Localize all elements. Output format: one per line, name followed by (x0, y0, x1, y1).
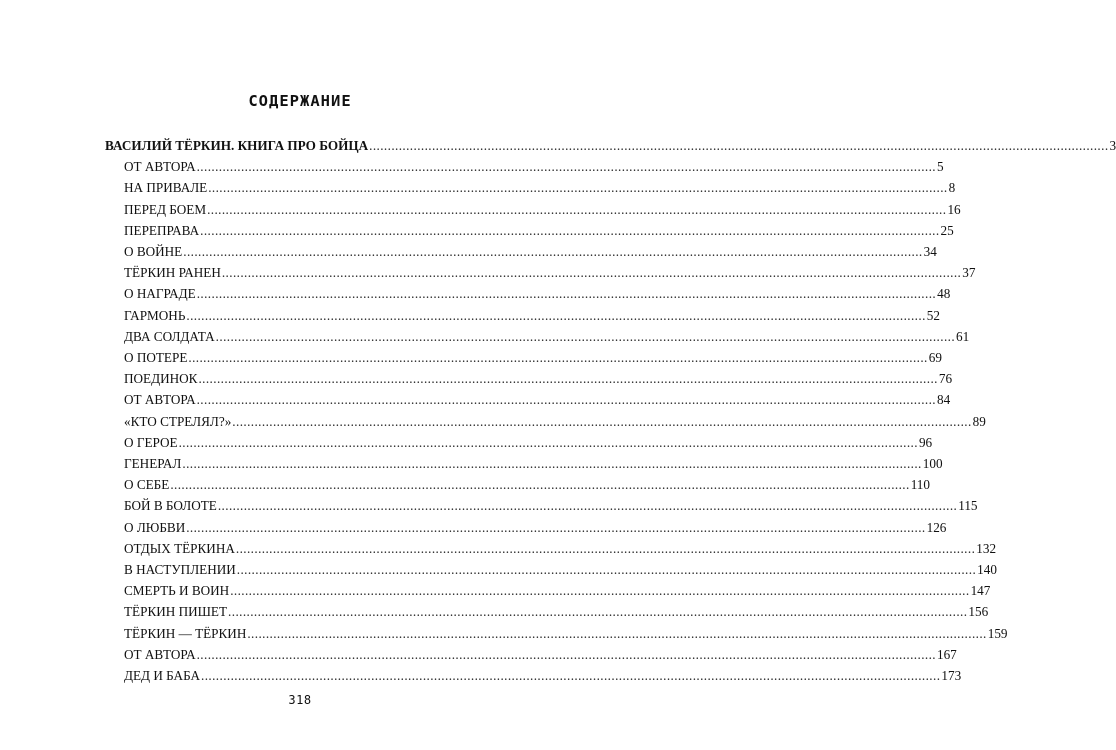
toc-entry[interactable] (124, 624, 1008, 644)
toc-entry-page: 140 (977, 562, 997, 577)
dot-leader: ........................................................................................................................................................................................................ (198, 371, 938, 387)
toc-entry-title: О ВОЙНЕ (124, 244, 183, 259)
dot-leader: ........................................................................................................................................................................................................ (217, 498, 958, 514)
toc-entry-title: ГАРМОНЬ (124, 307, 186, 323)
toc-entry-title: О ПОТЕРЕ (124, 350, 188, 365)
toc-entry-title: ОТ АВТОРА (124, 159, 196, 175)
toc-entry[interactable] (124, 645, 957, 665)
toc-entry-page: 126 (926, 519, 947, 535)
toc-entry[interactable] (124, 200, 961, 220)
toc-entry-page: 8 (948, 180, 956, 196)
toc-entry[interactable] (124, 454, 943, 474)
toc-entry-title: ДЕД И БАБА (124, 668, 201, 683)
dot-leader: ........................................................................................................................................................................................................ (182, 456, 922, 471)
toc-entry[interactable] (124, 602, 989, 622)
dot-leader: ........................................................................................................................................................................................................ (232, 413, 972, 429)
dot-leader: ........................................................................................................................................................................................................ (188, 350, 928, 365)
toc-entry-title: НА ПРИВАЛЕ (124, 180, 208, 196)
toc-entry-page: 159 (987, 625, 1008, 641)
toc-entry-title: О ГЕРОЕ (124, 434, 178, 450)
toc-entry-title: ТЁРКИН РАНЕН (124, 265, 221, 281)
dot-leader: ........................................................................................................................................................................................................ (170, 477, 910, 493)
toc-entry-page: 25 (940, 222, 954, 238)
toc-entry[interactable] (124, 518, 947, 538)
toc-entry-title: ПЕРЕД БОЕМ (124, 201, 207, 217)
dot-leader: ........................................................................................................................................................................................................ (215, 328, 956, 344)
toc-entry[interactable] (124, 263, 976, 283)
toc-entry-page: 156 (968, 604, 989, 620)
toc-entry-title: О ЛЮБВИ (124, 519, 186, 535)
toc-entry-page: 16 (947, 201, 961, 217)
toc-entry-title: ПОЕДИНОК (124, 371, 198, 387)
toc-entry-page: 34 (923, 244, 937, 259)
dot-leader: ........................................................................................................................................................................................................ (196, 646, 936, 662)
toc-entry-page: 48 (937, 286, 951, 302)
toc-entry[interactable] (124, 242, 937, 262)
toc-entry[interactable] (124, 221, 954, 241)
dot-leader: ........................................................................................................................................................................................................ (178, 434, 918, 450)
dot-leader: ........................................................................................................................................................................................................ (369, 138, 1109, 153)
toc-entry[interactable] (124, 433, 933, 453)
toc-entry[interactable] (124, 306, 940, 326)
toc-entry[interactable] (124, 412, 986, 432)
toc-entry-page: 5 (936, 159, 944, 175)
dot-leader: ........................................................................................................................................................................................................ (221, 265, 962, 281)
toc-entry-page: 96 (918, 434, 933, 450)
toc-entry[interactable] (124, 348, 942, 368)
toc-entry-title: ГЕНЕРАЛ (124, 456, 182, 471)
toc-entry-title: «КТО СТРЕЛЯЛ?» (124, 413, 232, 429)
toc-entry[interactable] (124, 369, 953, 389)
dot-leader: ........................................................................................................................................................................................................ (230, 583, 970, 599)
toc-entry-page: 84 (936, 392, 951, 408)
toc-entry-page: 173 (941, 668, 962, 683)
dot-leader: ........................................................................................................................................................................................................ (196, 286, 937, 302)
toc-entry[interactable] (124, 560, 997, 580)
toc-entry[interactable] (124, 327, 970, 347)
toc-entry-page: 100 (922, 456, 943, 471)
toc-entry-title: О НАГРАДЕ (124, 286, 196, 302)
toc-entry-page: 110 (910, 477, 930, 493)
dot-leader: ........................................................................................................................................................................................................ (186, 307, 926, 323)
page-number: 318 (288, 693, 312, 707)
toc-entry-page: 61 (956, 328, 970, 344)
toc-entry-page: 167 (936, 646, 957, 662)
toc-entry-page: 132 (976, 540, 997, 556)
dot-leader: ........................................................................................................................................................................................................ (236, 562, 977, 577)
toc-entry[interactable] (124, 284, 951, 304)
toc-entry[interactable] (124, 390, 951, 410)
toc-entry[interactable] (124, 581, 991, 601)
toc-entry[interactable] (124, 475, 930, 495)
toc-entry-page: 3 (1109, 138, 1116, 153)
toc-entry[interactable] (124, 496, 978, 516)
toc-entry-title: ТЁРКИН ПИШЕТ (124, 604, 228, 620)
toc-entry-page: 37 (962, 265, 976, 281)
page-title: СОДЕРЖАНИЕ (248, 92, 352, 110)
toc-entry-page: 69 (928, 350, 942, 365)
dot-leader: ........................................................................................................................................................................................................ (201, 668, 941, 683)
dot-leader: ........................................................................................................................................................................................................ (196, 392, 936, 408)
toc-entry-title: ОТДЫХ ТЁРКИНА (124, 540, 235, 556)
toc-entry-title: О СЕБЕ (124, 477, 170, 493)
toc-entry[interactable] (124, 178, 956, 198)
toc-entry-title: ОТ АВТОРА (124, 392, 196, 408)
dot-leader: ........................................................................................................................................................................................................ (196, 159, 936, 175)
toc-entry-page: 76 (938, 371, 953, 387)
toc-entry-page: 115 (958, 498, 978, 514)
dot-leader: ........................................................................................................................................................................................................ (247, 625, 987, 641)
toc-entry-title: ТЁРКИН — ТЁРКИН (124, 625, 247, 641)
toc-entry-page: 52 (926, 307, 940, 323)
dot-leader: ........................................................................................................................................................................................................ (200, 222, 940, 238)
dot-leader: ........................................................................................................................................................................................................ (186, 519, 926, 535)
toc-entry-title: В НАСТУПЛЕНИИ (124, 562, 236, 577)
toc-entry-title: БОЙ В БОЛОТЕ (124, 498, 217, 514)
dot-leader: ........................................................................................................................................................................................................ (228, 604, 968, 620)
toc-entry-page: 89 (972, 413, 986, 429)
toc-entry-title: ПЕРЕПРАВА (124, 222, 200, 238)
toc-entry[interactable] (124, 157, 944, 177)
toc-part-entry[interactable] (105, 136, 1116, 156)
toc-entry-title: ОТ АВТОРА (124, 646, 196, 662)
toc-entry[interactable] (124, 539, 997, 559)
toc-entry-title: ВАСИЛИЙ ТЁРКИН. КНИГА ПРО БОЙЦА (105, 138, 369, 153)
toc-entry-page: 147 (970, 583, 991, 599)
toc-entry-title: СМЕРТЬ И ВОИН (124, 583, 230, 599)
toc-entry-title: ДВА СОЛДАТА (124, 328, 215, 344)
dot-leader: ........................................................................................................................................................................................................ (208, 180, 948, 196)
dot-leader: ........................................................................................................................................................................................................ (183, 244, 923, 259)
dot-leader: ........................................................................................................................................................................................................ (235, 540, 976, 556)
dot-leader: ........................................................................................................................................................................................................ (207, 201, 947, 217)
toc-entry[interactable] (124, 666, 962, 686)
